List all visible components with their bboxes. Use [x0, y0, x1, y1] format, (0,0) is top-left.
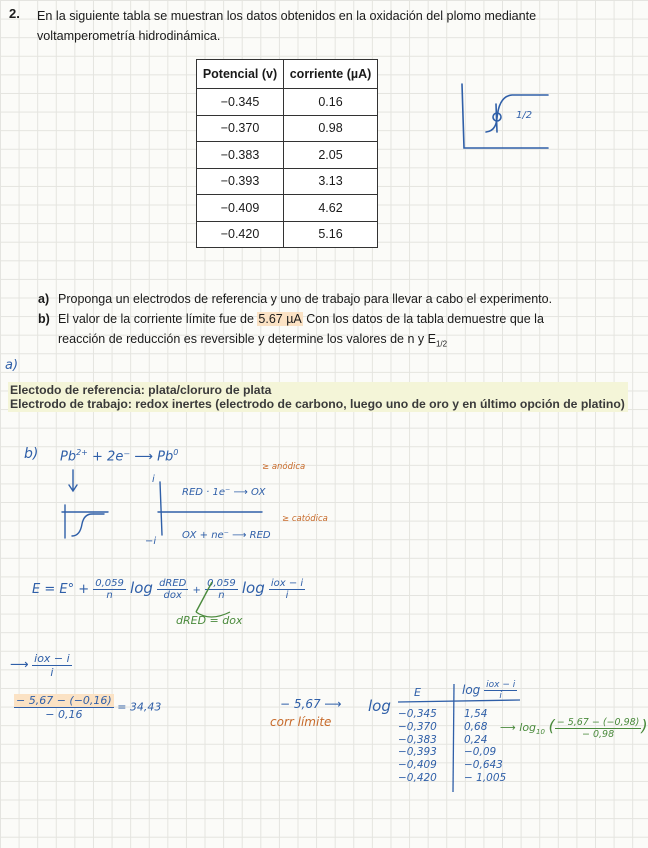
limit-current-label: corr límite [270, 715, 332, 729]
reference-electrode-line: Electodo de referencia: plata/cloruro de plata [10, 383, 272, 397]
log-value: 1,54 [464, 708, 488, 720]
log-value: − 1,005 [464, 771, 507, 784]
problem-number: 2. [9, 6, 20, 21]
question-b-label: b) [38, 312, 50, 326]
e-value: −0,393 [398, 746, 437, 759]
cell-potential: −0.383 [197, 142, 284, 169]
equation-plus: + [192, 585, 201, 596]
cell-current: 4.62 [284, 195, 378, 222]
question-a-label: a) [38, 292, 50, 306]
reaction-arrow: ⟶ [134, 449, 153, 465]
equation-lhs: E = E° + [32, 582, 90, 597]
cathodic-label: ≥ catódica [282, 514, 328, 524]
cell-potential: −0.420 [197, 221, 284, 248]
axis-i-label: i [152, 474, 155, 485]
ratio-1-num: dRED [159, 578, 187, 589]
cell-current: 0.16 [284, 89, 378, 116]
col-e-header: E [414, 686, 421, 699]
cell-potential: −0.345 [197, 89, 284, 116]
axis-neg-i-label: −i [145, 536, 157, 547]
log-value: 0,68 [464, 720, 488, 733]
e-value: −0,383 [398, 733, 437, 746]
header-current: corriente (µA) [284, 60, 378, 89]
ratio-2-num: iox − i [270, 578, 304, 589]
coef-1-num: 0,059 [95, 578, 124, 589]
reduction-branch: OX + ne⁻ ⟶ RED [182, 530, 271, 541]
coef-2-den: n [218, 590, 225, 601]
example-result: = 34,43 [117, 700, 162, 714]
e-value: −0,370 [398, 720, 437, 733]
reaction-product-charge: 0 [173, 448, 179, 457]
cell-potential: −0.393 [197, 168, 284, 195]
side-log: ⟶ log [500, 721, 537, 734]
side-paren-close: ) [641, 716, 648, 735]
question-a-text: Proponga un electrodos de referencia y uno de trabajo para llevar a cabo el experimento. [58, 292, 553, 306]
equality-note: dRED = dox [176, 614, 243, 627]
limit-current-note: − 5,67 ⟶ [280, 697, 342, 711]
header-potential: Potencial (v) [197, 60, 284, 89]
side-paren-open: ( [548, 716, 555, 735]
log-value: −0,643 [464, 759, 503, 772]
reaction-lead: Pb [60, 449, 77, 465]
ratio-def-den: i [50, 666, 54, 679]
anodic-label: ≥ anódica [262, 462, 306, 472]
example-num: − 5,67 − (−0,16) [16, 694, 112, 707]
col-log-word: log [462, 683, 481, 697]
log-2: log [241, 579, 265, 597]
problem-text: En la siguiente tabla se muestran los datos obtenidos en la oxidación del plomo mediante voltamperometría hidrodinámica. [37, 9, 537, 43]
e-value: −0,409 [398, 759, 437, 772]
cell-potential: −0.370 [197, 115, 284, 142]
cell-current: 5.16 [284, 221, 378, 248]
cell-current: 3.13 [284, 168, 378, 195]
ratio-arrow-icon: ⟶ [10, 657, 29, 673]
log-word: log [368, 697, 391, 715]
example-den: − 0,16 [45, 708, 83, 721]
e-value: −0,420 [398, 771, 437, 784]
ratio-2-den: i [285, 590, 289, 601]
ratio-1-den: dox [163, 590, 182, 601]
log-1: log [130, 579, 153, 597]
e-value: −0,345 [398, 708, 437, 720]
ratio-def-num: iox − i [34, 652, 70, 665]
coef-1-den: n [106, 590, 113, 601]
col-log-num: iox − i [486, 680, 516, 690]
cell-current: 0.98 [284, 115, 378, 142]
oxidation-branch: RED · 1e⁻ ⟶ OX [182, 487, 266, 498]
question-b-text-3: reacción de reducción es reversible y determine los valores de n y E [58, 332, 436, 346]
side-calc [500, 716, 648, 740]
side-base: 10 [536, 728, 545, 737]
side-num: − 5,67 − (−0,98) [556, 716, 640, 728]
log-value: −0,09 [464, 746, 497, 759]
cell-potential: −0.409 [197, 195, 284, 222]
question-b-text-1: El valor de la corriente límite fue de [58, 312, 254, 326]
question-b-sub: 1/2 [435, 339, 448, 349]
answer-a-marker: a) [5, 358, 19, 373]
cell-current: 2.05 [284, 142, 378, 169]
answer-b-marker: b) [24, 446, 39, 462]
reaction-product: Pb [157, 449, 174, 465]
e-values-column [398, 708, 437, 785]
working-electrode-line: Electrodo de trabajo: redox inertes (electrodo de carbono, luego uno de oro y en último opción de platino) [10, 397, 625, 411]
log-value: 0,24 [464, 733, 488, 746]
reaction-electrons: + 2e⁻ [92, 449, 131, 465]
half-wave-label: 1/2 [516, 110, 533, 121]
limit-current-highlight: 5.67 µA [258, 312, 302, 326]
col-log-den: i [499, 691, 502, 701]
coef-2-num: 0,059 [207, 578, 236, 589]
reaction-lead-charge: 2+ [76, 448, 88, 457]
side-frac [555, 717, 642, 740]
question-b-text-2: Con los datos de la tabla demuestre que la [302, 312, 544, 326]
side-den: − 0,98 [581, 728, 615, 740]
